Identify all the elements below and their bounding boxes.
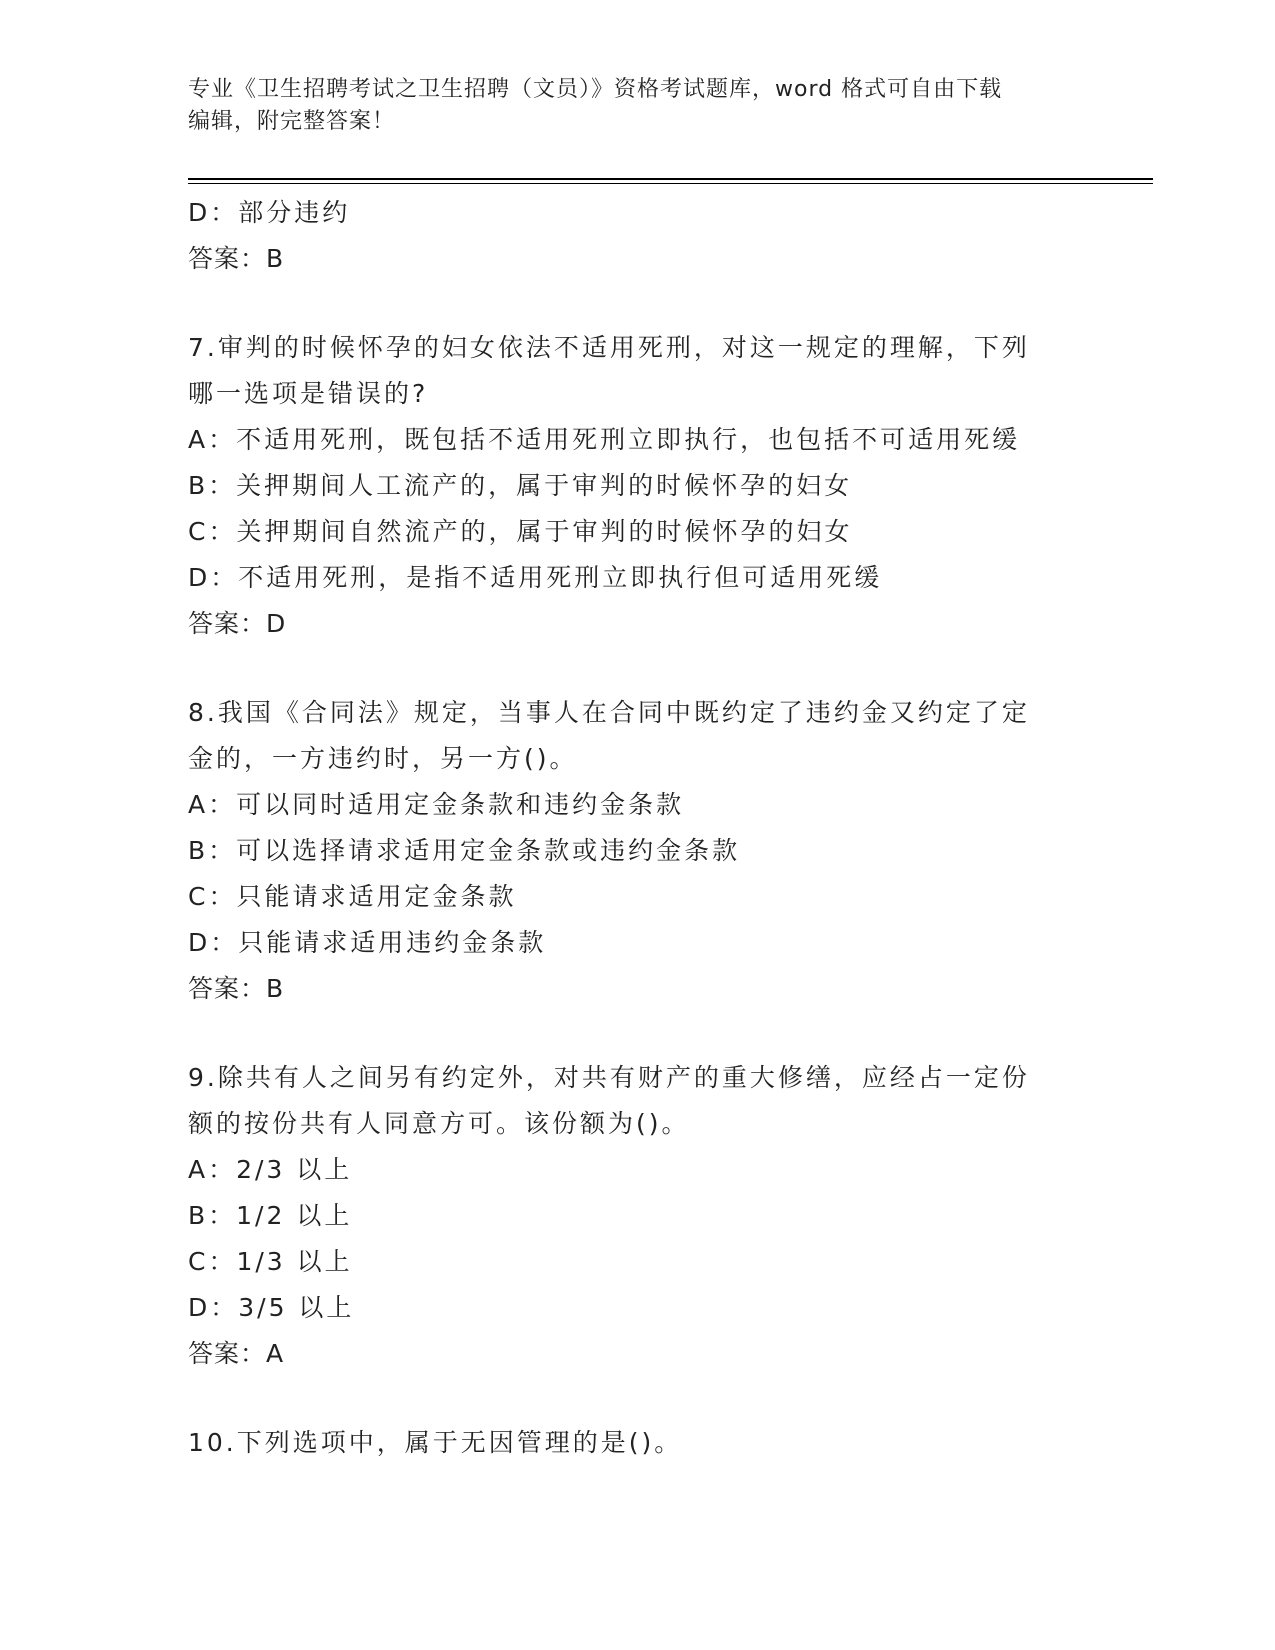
answer: 答案：B bbox=[188, 974, 285, 1003]
option-d: D：部分违约 bbox=[188, 198, 351, 227]
option-d: D：不适用死刑，是指不适用死刑立即执行但可适用死缓 bbox=[188, 563, 883, 592]
option-a: A：不适用死刑，既包括不适用死刑立即执行，也包括不可适用死缓 bbox=[188, 425, 1021, 454]
header-divider-thin bbox=[188, 183, 1153, 184]
question-stem: 额的按份共有人同意方可。该份额为()。 bbox=[188, 1109, 690, 1138]
option-c: C：只能请求适用定金条款 bbox=[188, 882, 517, 911]
question-stem: 7.审判的时候怀孕的妇女依法不适用死刑，对这一规定的理解，下列 bbox=[188, 333, 1030, 362]
option-d: D：只能请求适用违约金条款 bbox=[188, 928, 547, 957]
question-stem: 哪一选项是错误的? bbox=[188, 379, 429, 408]
question-stem: 金的，一方违约时，另一方()。 bbox=[188, 744, 578, 773]
header-line-1: 专业《卫生招聘考试之卫生招聘（文员）》资格考试题库，word 格式可自由下载 bbox=[188, 77, 1003, 102]
option-c: C：1/3 以上 bbox=[188, 1247, 353, 1276]
option-b: B：可以选择请求适用定金条款或违约金条款 bbox=[188, 836, 741, 865]
header-line-2: 编辑，附完整答案！ bbox=[188, 109, 396, 134]
question-9 bbox=[188, 1055, 1088, 1377]
question-6-tail bbox=[188, 190, 1088, 282]
question-list bbox=[188, 190, 1088, 1466]
question-stem: 8.我国《合同法》规定，当事人在合同中既约定了违约金又约定了定 bbox=[188, 698, 1030, 727]
question-10 bbox=[188, 1420, 1088, 1466]
question-stem: 10.下列选项中，属于无因管理的是()。 bbox=[188, 1428, 683, 1457]
header-divider-thick bbox=[188, 178, 1153, 180]
question-stem: 9.除共有人之间另有约定外，对共有财产的重大修缮，应经占一定份 bbox=[188, 1063, 1030, 1092]
question-7 bbox=[188, 325, 1088, 647]
question-8 bbox=[188, 690, 1088, 1012]
document-header bbox=[188, 74, 1088, 138]
option-a: A：可以同时适用定金条款和违约金条款 bbox=[188, 790, 685, 819]
option-b: B：关押期间人工流产的，属于审判的时候怀孕的妇女 bbox=[188, 471, 853, 500]
option-d: D：3/5 以上 bbox=[188, 1293, 355, 1322]
option-c: C：关押期间自然流产的，属于审判的时候怀孕的妇女 bbox=[188, 517, 853, 546]
option-a: A：2/3 以上 bbox=[188, 1155, 353, 1184]
answer: 答案：B bbox=[188, 244, 285, 273]
answer: 答案：D bbox=[188, 609, 287, 638]
answer: 答案：A bbox=[188, 1339, 285, 1368]
option-b: B：1/2 以上 bbox=[188, 1201, 353, 1230]
